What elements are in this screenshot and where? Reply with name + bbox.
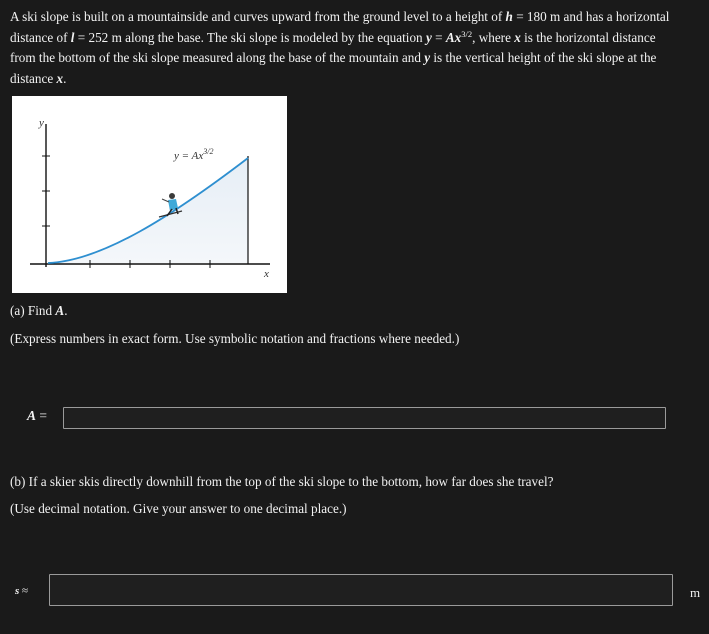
problem-text: A ski slope is built on a mountainside and curves upward from the ground level to a height of — [10, 9, 506, 24]
ski-slope-diagram — [12, 96, 287, 293]
var-A: A — [55, 303, 65, 318]
curve-label-exponent: 3/2 — [203, 147, 214, 156]
answer-relation: = — [36, 408, 48, 423]
problem-text: from the bottom of the ski slope measured along the base of the mountain and — [10, 50, 425, 65]
part-a-instruction: (Express numbers in exact form. Use symbolic notation and fractions where needed.) — [10, 331, 460, 346]
problem-text: = — [431, 29, 446, 45]
unit-label: m — [690, 585, 701, 600]
snow-slope-region — [48, 158, 248, 263]
problem-text: , where — [472, 29, 515, 45]
problem-text: = 180 m and has a horizontal — [512, 9, 670, 24]
exponent: 3/2 — [461, 28, 473, 39]
problem-line-2 — [10, 28, 700, 49]
problem-line-3 — [10, 48, 700, 69]
part-b-answer-label — [15, 585, 28, 597]
var-A: A — [445, 29, 455, 45]
part-a-title-text: . — [64, 303, 68, 318]
var-h: h — [505, 9, 513, 24]
curve-label-lhs: y = Ax — [174, 150, 204, 162]
var-x: x — [56, 70, 64, 86]
part-b-title: (b) If a skier skis directly downhill from the top of the ski slope to the bottom, how far does she travel? — [10, 474, 554, 489]
var-y: y — [424, 50, 431, 65]
problem-text: = 252 m along the base. The ski slope is modeled by the equation — [74, 29, 426, 45]
answer-var-A: A — [27, 408, 37, 423]
problem-text: is the vertical height of the ski slope at the — [430, 50, 657, 65]
ski-slope-figure — [12, 96, 287, 293]
answer-relation: ≈ — [19, 585, 29, 597]
skier-icon — [159, 193, 182, 217]
part-b-answer-input[interactable] — [49, 574, 673, 606]
x-axis-label: x — [264, 268, 269, 280]
problem-line-4 — [10, 69, 700, 90]
var-y: y — [425, 29, 432, 45]
problem-text: distance of — [10, 29, 71, 45]
problem-text: distance — [10, 70, 57, 86]
problem-text: is the horizontal distance — [520, 29, 656, 45]
part-a-title — [10, 302, 68, 320]
var-x: x — [514, 29, 521, 45]
problem-line-1 — [10, 7, 700, 28]
curve-label — [173, 147, 213, 162]
part-a-answer-label — [27, 408, 47, 424]
part-a-title-text: (a) Find — [10, 303, 56, 318]
var-x: x — [454, 29, 462, 45]
problem-text: . — [63, 70, 67, 86]
answer-var-s: s — [15, 585, 20, 597]
part-b-instruction: (Use decimal notation. Give your answer to one decimal place.) — [10, 501, 347, 516]
problem-statement — [10, 7, 700, 89]
y-axis-label: y — [39, 117, 44, 129]
var-l: l — [70, 29, 75, 45]
part-a-answer-input[interactable] — [63, 407, 666, 429]
